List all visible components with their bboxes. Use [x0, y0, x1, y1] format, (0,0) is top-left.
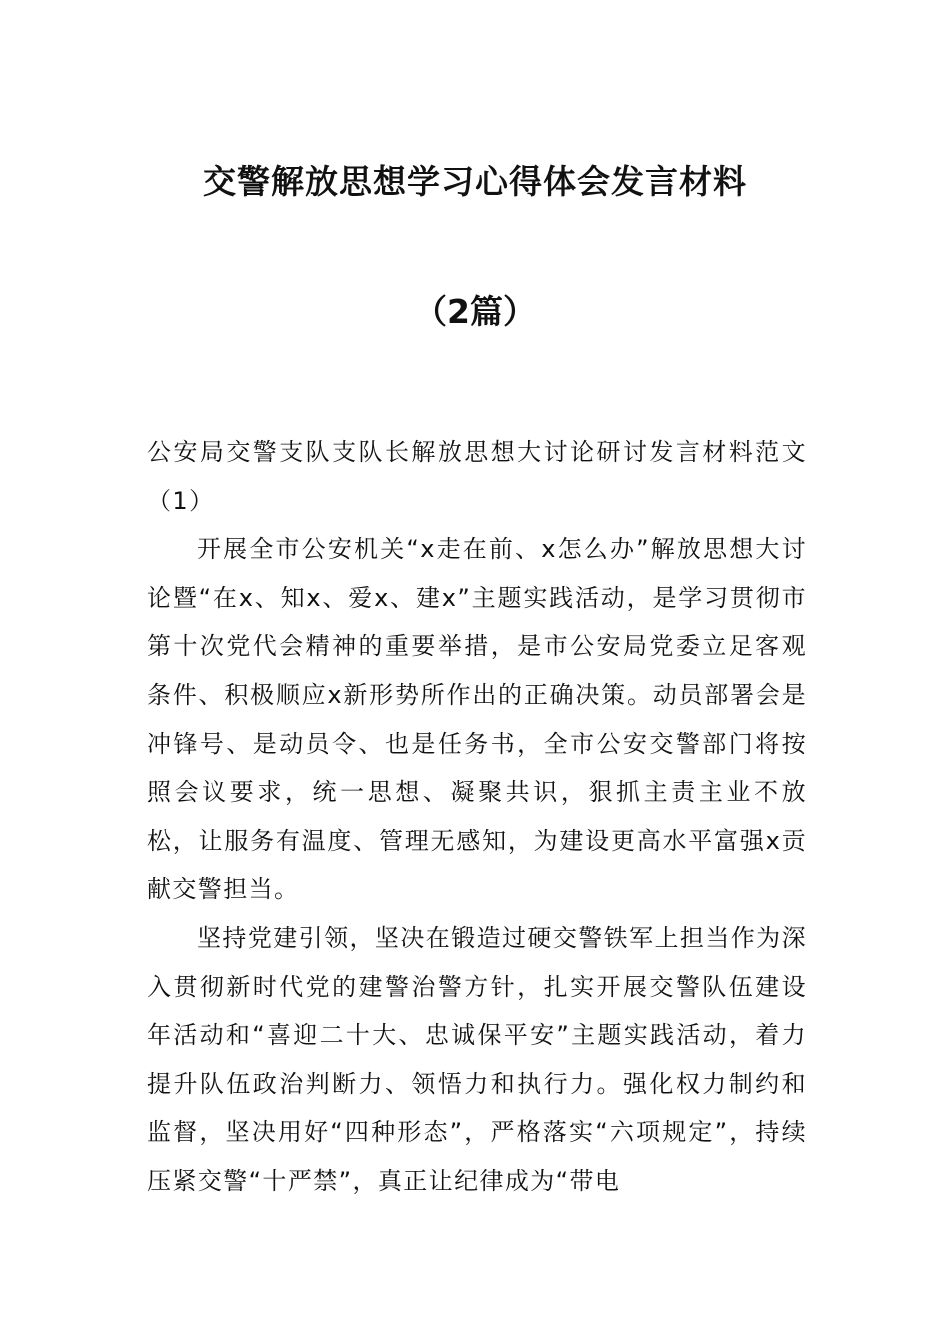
- section-heading: 公安局交警支队支队长解放思想大讨论研讨发言材料范文（1）: [147, 438, 807, 515]
- document-body: [147, 428, 807, 1206]
- document-title: 交警解放思想学习心得体会发言材料: [203, 162, 747, 201]
- body-paragraph-1: 开展全市公安机关“x走在前、x怎么办”解放思想大讨论暨“在x、知x、爱x、建x”主题实践活动，是学习贯彻市第十次党代会精神的重要举措，是市公安局党委立足客观条件、积极顺应x新形势所作出的正确决策。动员部署会是冲锋号、是动员令、也是任务书，全市公安交警部门将按照会议要求，统一思想、凝聚共识，狠抓主责主业不放松，让服务有温度、管理无感知，为建设更高水平富强x贡献交警担当。: [147, 535, 807, 904]
- document-subtitle: （2篇）: [414, 292, 536, 331]
- body-paragraph-2: 坚持党建引领，坚决在锻造过硬交警铁军上担当作为深入贯彻新时代党的建警治警方针，扎实开展交警队伍建设年活动和“喜迎二十大、忠诚保平安”主题实践活动，着力提升队伍政治判断力、领悟力和执行力。强化权力制约和监督，坚决用好“四种形态”，严格落实“六项规定”，持续压紧交警“十严禁”，真正让纪律成为“带电: [147, 923, 807, 1195]
